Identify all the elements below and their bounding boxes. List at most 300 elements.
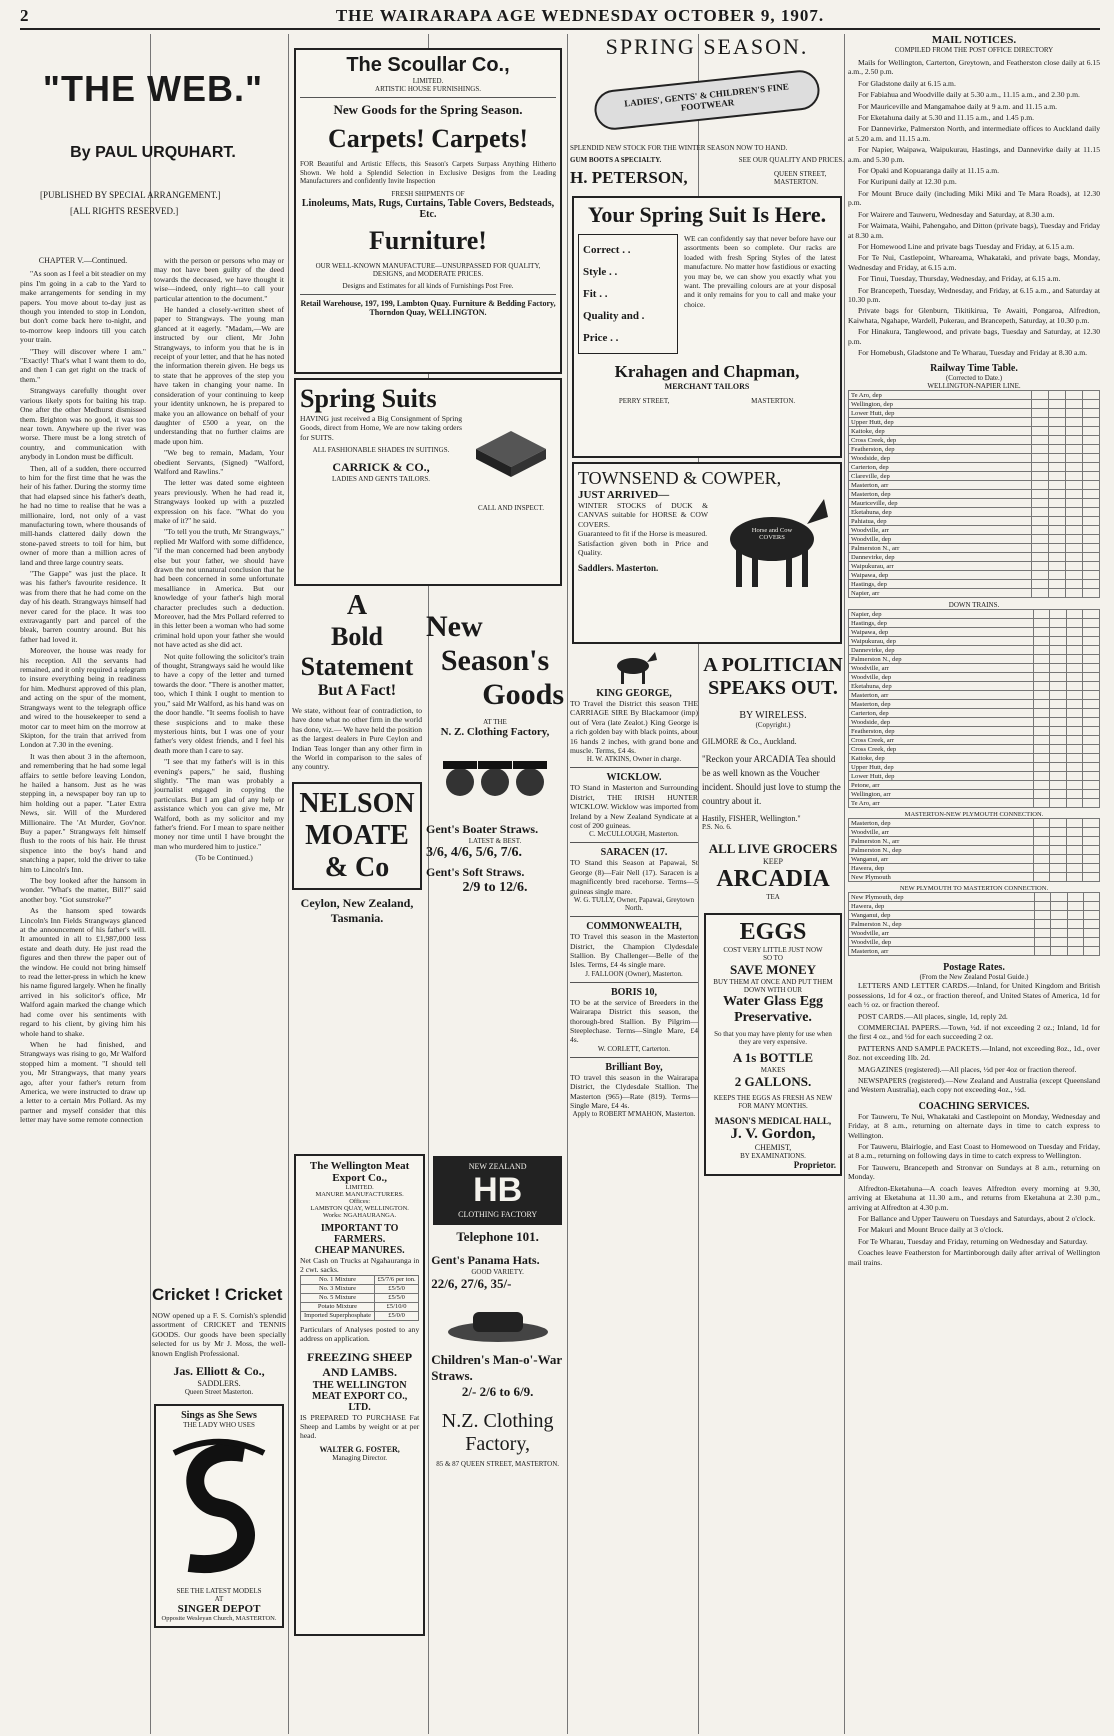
nzhb-top: NEW ZEALAND bbox=[468, 1162, 527, 1171]
time-cell bbox=[1051, 920, 1067, 929]
time-cell bbox=[1066, 727, 1083, 736]
ads-column-center bbox=[292, 34, 564, 1734]
time-cell bbox=[1066, 637, 1083, 646]
stallion-body: TO Stand in Masterton and Surrounding District, THE IRISH HUNTER WICKLOW. Wicklow was imported from Ireland by a New Zealand Syndicate at a cost of 200 guineas. bbox=[570, 783, 698, 831]
time-cell bbox=[1082, 517, 1099, 526]
time-cell bbox=[1031, 544, 1048, 553]
time-cell bbox=[1048, 553, 1065, 562]
bold-fact: But A Fact! bbox=[317, 682, 397, 699]
serial-byline: By PAUL URQUHART. bbox=[70, 144, 236, 161]
time-cell bbox=[1066, 837, 1083, 846]
time-cell bbox=[1048, 589, 1065, 598]
time-cell bbox=[1033, 664, 1050, 673]
time-cell bbox=[1050, 864, 1067, 873]
masthead-title: THE WAIRARAPA AGE WEDNESDAY OCTOBER 9, 1907. bbox=[335, 6, 825, 25]
time-cell bbox=[1048, 517, 1065, 526]
timetable-row bbox=[849, 929, 1100, 938]
timetable-row bbox=[849, 418, 1100, 427]
nzhb-telephone: Telephone 101. bbox=[456, 1229, 539, 1244]
serial-column-b bbox=[154, 256, 284, 1127]
timetable-row bbox=[849, 655, 1100, 664]
children-straw-title: Children's Man-o'-War Straws. bbox=[431, 1352, 562, 1383]
time-cell bbox=[1066, 664, 1083, 673]
station-name: Woodville, arr bbox=[849, 828, 1034, 837]
peterson-splendid: SPLENDID NEW STOCK FOR THE WINTER SEASON NOW TO HAND. bbox=[570, 144, 788, 152]
scoullar-body: FOR Beautiful and Artistic Effects, this Season's Carpets Surpass Anything Hitherto Shown. We hold a Splendid Selection in Exclusive Designs from the Leading Manufacturers and confidently Invite Inspection bbox=[300, 160, 556, 185]
timetable-row bbox=[849, 490, 1100, 499]
bold-origin: Ceylon, New Zealand, Tasmania. bbox=[300, 895, 414, 925]
station-name: Featherston, dep bbox=[849, 445, 1032, 454]
time-cell bbox=[1082, 553, 1099, 562]
time-cell bbox=[1065, 526, 1082, 535]
krahagen-ad bbox=[572, 196, 842, 458]
carrick-tag: LADIES AND GENTS TAILORS. bbox=[331, 475, 431, 484]
time-cell bbox=[1067, 929, 1083, 938]
ads-column-right bbox=[570, 34, 844, 1734]
timetable-row bbox=[849, 481, 1100, 490]
timetable-row bbox=[849, 409, 1100, 418]
station-name: Eketahuna, dep bbox=[849, 682, 1034, 691]
rail-title: Railway Time Table. bbox=[930, 363, 1018, 375]
time-cell bbox=[1065, 481, 1082, 490]
time-cell bbox=[1066, 799, 1083, 808]
timetable-row bbox=[849, 499, 1100, 508]
time-cell bbox=[1048, 400, 1065, 409]
manure-name: No. 5 Mixture bbox=[301, 1293, 375, 1302]
time-cell bbox=[1065, 535, 1082, 544]
time-cell bbox=[1082, 544, 1099, 553]
meat-limited: LIMITED. bbox=[345, 1184, 374, 1191]
boater-title: Gent's Boater Straws. bbox=[426, 822, 539, 836]
arcadia-brand: ARCADIA bbox=[716, 866, 830, 892]
eggs-cost: COST VERY LITTLE JUST NOW bbox=[723, 946, 823, 954]
time-cell bbox=[1082, 508, 1099, 517]
meat-analysis: Particulars of Analyses posted to any address on application. bbox=[300, 1324, 420, 1344]
station-name: Woodside, dep bbox=[849, 454, 1032, 463]
connection-title: MASTERTON-NEW PLYMOUTH CONNECTION. bbox=[904, 811, 1044, 819]
time-cell bbox=[1050, 781, 1067, 790]
time-cell bbox=[1051, 893, 1067, 902]
time-cell bbox=[1083, 837, 1100, 846]
time-cell bbox=[1033, 864, 1050, 873]
footwear-banner-icon bbox=[570, 60, 844, 140]
spring-season-title: SPRING SEASON. bbox=[605, 34, 809, 59]
timetable-row bbox=[849, 400, 1100, 409]
time-cell bbox=[1082, 580, 1099, 589]
time-cell bbox=[1067, 902, 1083, 911]
time-cell bbox=[1031, 526, 1048, 535]
serial-published-note: [PUBLISHED BY SPECIAL ARRANGEMENT.] bbox=[40, 190, 221, 200]
singer-at: AT bbox=[214, 1595, 224, 1604]
station-name: Cross Creek, arr bbox=[849, 736, 1034, 745]
time-cell bbox=[1066, 646, 1083, 655]
serial-paragraph: Then, all of a sudden, there occurred to him for the first time that he was the heir of his father. During the stormy time that had elapsed since his father's death, he had no time to realise that he was a millionaire, lord, not only of a vast manufacturing town, where thousands of mill-hands clattered daily down the stone-paved streets to toil for him, but owner of more than a million acres of land and three large country seats. bbox=[20, 463, 146, 567]
eggs-makes: MAKES bbox=[760, 1066, 786, 1074]
serial-paragraph: "I see that my father's will is in this evening's papers," he said, flushing slightly. "The man was probably a journalist engaged in copying the particulars. But I am glad of any help or assistance which you can give me, Mr Walford, both as my solicitor and my father's friend. For I mean to spare neither money nor time until I have brought the man who murdered him to justice." bbox=[154, 757, 284, 851]
time-cell bbox=[1033, 846, 1050, 855]
timetable-row bbox=[849, 463, 1100, 472]
station-name: Wellington, arr bbox=[849, 790, 1034, 799]
time-cell bbox=[1083, 664, 1100, 673]
table-row bbox=[301, 1293, 419, 1302]
time-cell bbox=[1082, 445, 1099, 454]
postage-sub: (From the New Zealand Postal Guide.) bbox=[919, 973, 1029, 982]
time-cell bbox=[1083, 864, 1100, 873]
time-cell bbox=[1065, 571, 1082, 580]
time-cell bbox=[1033, 855, 1050, 864]
time-cell bbox=[1066, 718, 1083, 727]
timetable-row bbox=[849, 920, 1100, 929]
meat-signed: WALTER G. FOSTER, bbox=[319, 1444, 400, 1454]
gordon-proprietor: Proprietor. bbox=[793, 1160, 836, 1170]
timetable-row bbox=[849, 637, 1100, 646]
timetable-row bbox=[849, 589, 1100, 598]
time-cell bbox=[1083, 828, 1100, 837]
stallion-name: Brilliant Boy, bbox=[605, 1061, 663, 1073]
meat-firm: The Wellington Meat Export Co., bbox=[309, 1160, 410, 1184]
townsend-arrived: JUST ARRIVED— bbox=[578, 489, 670, 501]
station-name: Cross Creek, dep bbox=[849, 745, 1034, 754]
nzhb-logo bbox=[433, 1156, 562, 1225]
mail-item: For Brancepeth, Tuesday, Wednesday, and Friday, at 6.15 a.m., and Saturday at 10.30 p.m. bbox=[848, 285, 1100, 304]
time-cell bbox=[1083, 772, 1100, 781]
time-cell bbox=[1050, 763, 1067, 772]
postage-item: COMMERCIAL PAPERS.—Town, ½d. if not exceeding 2 oz.; Inland, 1d for the first 4 oz., and ½d for each succeeding 2 oz. bbox=[848, 1023, 1100, 1042]
time-cell bbox=[1050, 682, 1067, 691]
time-cell bbox=[1083, 610, 1100, 619]
time-cell bbox=[1033, 655, 1050, 664]
krahagen-street: PERRY STREET, bbox=[618, 397, 670, 405]
mail-item: For Fabiahua and Woodville daily at 5.30 a.m., 11.15 a.m., and 2.30 p.m. bbox=[858, 90, 1080, 100]
station-name: Lower Hutt, dep bbox=[849, 772, 1034, 781]
time-cell bbox=[1082, 391, 1099, 400]
townsend-guarantee: Guaranteed to fit if the Horse is measured. bbox=[578, 529, 708, 539]
politician-copyright: (Copyright.) bbox=[755, 721, 791, 729]
timetable-row bbox=[849, 673, 1100, 682]
time-cell bbox=[1082, 472, 1099, 481]
time-cell bbox=[1083, 691, 1100, 700]
time-cell bbox=[1033, 790, 1050, 799]
time-cell bbox=[1050, 718, 1067, 727]
medical-hall: MASON'S MEDICAL HALL, bbox=[714, 1116, 832, 1126]
new-season-factory: N. Z. Clothing Factory, bbox=[440, 726, 550, 738]
time-cell bbox=[1066, 790, 1083, 799]
time-cell bbox=[1082, 418, 1099, 427]
stallion-name: BORIS 10, bbox=[610, 986, 658, 998]
postage-title: Postage Rates. bbox=[943, 962, 1005, 974]
coach-item: For Tauweru, Blairlogie, and East Coast to Homewood on Tuesday and Friday, at 8 a.m., returning on following days in time to catch express to Wellington. bbox=[848, 1142, 1100, 1161]
time-cell bbox=[1050, 846, 1067, 855]
checklist-item: Correct . . bbox=[583, 244, 631, 256]
time-cell bbox=[1066, 610, 1083, 619]
time-cell bbox=[1083, 799, 1100, 808]
timetable-row bbox=[849, 553, 1100, 562]
page-number: 2 bbox=[20, 6, 30, 25]
scoullar-address: Retail Warehouse, 197, 199, Lambton Quay. Furniture & Bedding Factory, Thorndon Quay, WELLINGTON. bbox=[300, 298, 556, 317]
checklist-item: Price . . bbox=[583, 332, 619, 344]
time-cell bbox=[1050, 673, 1067, 682]
station-name: Te Aro, arr bbox=[849, 799, 1034, 808]
timetable-row bbox=[849, 619, 1100, 628]
serial-paragraph: "The Gappe" was just the place. It was his father's favourite residence. It was from there that he had come on the day of his death. Strangways himself had never cared for the place. It was too extravagantly part and parcel of the bleak, barren country around. But his father had loved it. bbox=[20, 569, 146, 644]
postage-item: POST CARDS.—All places, single, 1d, reply 2d. bbox=[858, 1011, 1008, 1021]
station-name: Palmerston N., arr bbox=[849, 544, 1032, 553]
spring-suits-body: HAVING just received a Big Consignment of Spring Goods, direct from Home, We are now taking orders for SUITS. bbox=[300, 414, 462, 442]
elliott-street: Queen Street Masterton. bbox=[184, 1388, 254, 1397]
column-rule bbox=[844, 34, 845, 1734]
time-cell bbox=[1065, 427, 1082, 436]
time-cell bbox=[1065, 391, 1082, 400]
time-cell bbox=[1033, 745, 1050, 754]
time-cell bbox=[1082, 463, 1099, 472]
nzhb-bottom: CLOTHING FACTORY bbox=[458, 1210, 538, 1219]
station-name: Hastings, dep bbox=[849, 619, 1034, 628]
scoullar-name: The Scoullar Co., bbox=[346, 54, 510, 76]
krahagen-title: Your Spring Suit Is Here. bbox=[587, 202, 827, 227]
mail-item: For Tinui, Tuesday, Thursday, Wednesday, and Friday, at 6.15 a.m. bbox=[858, 274, 1061, 284]
timetable-row bbox=[849, 873, 1100, 882]
time-cell bbox=[1033, 772, 1050, 781]
timetable-row bbox=[849, 562, 1100, 571]
timetable-row bbox=[849, 508, 1100, 517]
timetable-row bbox=[849, 646, 1100, 655]
time-cell bbox=[1033, 828, 1050, 837]
horse-cover-label: Horse and Cow COVERS bbox=[751, 527, 793, 541]
station-name: Hastings, dep bbox=[849, 580, 1032, 589]
station-name: Hawera, dep bbox=[849, 902, 1035, 911]
station-name: Woodville, dep bbox=[849, 535, 1032, 544]
down-title: DOWN TRAINS. bbox=[948, 601, 1000, 610]
serial-paragraph: "To tell you the truth, Mr Strangways," replied Mr Walford with some diffidence, "if the man concerned had been anybody else but your father, we should have drawn the not unnatural conclusion that he had been concerned in some unfortunate mesalliance in America. But our knowledge of your father's high moral character precludes such a deduction. Moreover, had the Mrs Pollard referred to in this letter been a woman who had some criminal hold upon your father she would not have acted as she did act. bbox=[154, 527, 284, 650]
panama-variety: GOOD VARIETY. bbox=[471, 1268, 524, 1276]
meat-firm2: THE WELLINGTON MEAT EXPORT CO., LTD. bbox=[312, 1379, 408, 1413]
time-cell bbox=[1083, 819, 1100, 828]
timetable-row bbox=[849, 846, 1100, 855]
postage-item: MAGAZINES (registered).—All places, ½d per 4oz or fraction thereof. bbox=[858, 1064, 1077, 1074]
serial-paragraph: with the person or persons who may or may not have been guilty of the deed towards the deceased, we have thought it wise—indeed, only right—to call your particular attention to the document." bbox=[154, 256, 284, 303]
time-cell bbox=[1048, 472, 1065, 481]
time-cell bbox=[1048, 454, 1065, 463]
time-cell bbox=[1033, 873, 1050, 882]
townsend-saddlers: Saddlers. Masterton. bbox=[578, 563, 659, 574]
time-cell bbox=[1065, 418, 1082, 427]
station-name: Woodville, dep bbox=[849, 938, 1035, 947]
time-cell bbox=[1050, 745, 1067, 754]
time-cell bbox=[1066, 700, 1083, 709]
station-name: Masterton, dep bbox=[849, 700, 1034, 709]
meat-body2: IS PREPARED TO PURCHASE Fat Sheep and Lambs by weight or at per head. bbox=[300, 1412, 420, 1441]
station-name: Carterton, dep bbox=[849, 709, 1034, 718]
singer-see: SEE THE LATEST MODELS bbox=[176, 1587, 262, 1596]
mail-item: Private bags for Glenburn, Tikitikirua, Te Awaiti, Pongaroa, Alfredton, Kaiwhata, Ngahape, Wardell, Pukerau, and Brancepeth, Saturday, at 10.30 p.m. bbox=[848, 306, 1100, 325]
politician-ps: P.S. No. 6. bbox=[702, 823, 732, 831]
time-cell bbox=[1067, 947, 1083, 956]
station-name: Waipawa, dep bbox=[849, 628, 1034, 637]
time-cell bbox=[1031, 580, 1048, 589]
timetable-row bbox=[849, 837, 1100, 846]
stallion-owner: Apply to ROBERT M'MAHON, Masterton. bbox=[572, 1110, 696, 1119]
mail-item: For Hinakura, Tanglewood, and private bags, Tuesday and Saturday, at 12.30 p.m. bbox=[848, 327, 1100, 346]
spring-suits-shades: ALL FASHIONABLE SHADES IN SUITINGS. bbox=[312, 446, 450, 455]
station-name: Featherston, dep bbox=[849, 727, 1034, 736]
timetable-row bbox=[849, 682, 1100, 691]
time-cell bbox=[1066, 655, 1083, 664]
station-name: Masterton, arr bbox=[849, 947, 1035, 956]
time-cell bbox=[1050, 754, 1067, 763]
timetable-row bbox=[849, 763, 1100, 772]
mail-item: For Mount Bruce daily (including Miki Miki and Te Mara Roads), at 12.30 p.m. bbox=[848, 188, 1100, 208]
meat-works: Works: NGAHAURANGA. bbox=[323, 1212, 397, 1219]
scoullar-season: New Goods for the Spring Season. bbox=[333, 102, 523, 117]
connection2-table bbox=[848, 892, 1100, 956]
manure-price-table bbox=[300, 1275, 419, 1321]
serial-paragraph: The boy looked after the hansom in wonder. "What's the matter, Bill?" said another boy. "Got sunstroke?" bbox=[20, 876, 146, 904]
station-name: Wanganui, dep bbox=[849, 911, 1035, 920]
townsend-name: TOWNSEND & COWPER, bbox=[578, 468, 782, 488]
footwear-banner: LADIES', GENTS' & CHILDREN'S FINE FOOTWEAR bbox=[593, 68, 822, 131]
cricket-singer-column bbox=[152, 1285, 286, 1725]
station-name: New Plymouth bbox=[849, 873, 1034, 882]
krahagen-body: WE can confidently say that never before have our assortments been so complete. Our racks are loaded with fresh Spring Styles of the latest manufacture. No matter how fastidious or exacting you may be, we can show you exactly what you want. The prevailing colours are at your disposal and it only remains for you to call and make your choice. bbox=[684, 234, 836, 309]
townsend-body: WINTER STOCKS of DUCK & CANVAS suitable for HORSE & COW COVERS. bbox=[578, 501, 708, 529]
serial-paragraph: Strangways carefully thought over various likely spots for baiting his trap. One after the other Medhurst dismissed them. Brighton was no good, it was too near town. Anywhere up the river was worse. There must be a long stretch of country, and communication with anybody in London must be difficult. bbox=[20, 386, 146, 462]
coach-list bbox=[848, 1112, 1100, 1267]
meat-manure: MANURE MANUFACTURERS. bbox=[315, 1191, 404, 1198]
mail-item: For Wairere and Tauweru, Wednesday and Saturday, at 8.30 a.m. bbox=[858, 209, 1055, 219]
time-cell bbox=[1033, 610, 1050, 619]
time-cell bbox=[1083, 938, 1099, 947]
time-cell bbox=[1066, 736, 1083, 745]
station-name: Palmerston N., arr bbox=[849, 837, 1034, 846]
straw-hat-icon bbox=[431, 1296, 564, 1352]
politician-body: "Reckon your ARCADIA Tea should be as well known as the Voucher incident. Should just love to stump the country about it. bbox=[702, 754, 841, 806]
soft-straw-title: Gent's Soft Straws. bbox=[426, 865, 525, 879]
time-cell bbox=[1083, 655, 1100, 664]
scoullar-ad bbox=[294, 48, 562, 374]
timetable-row bbox=[849, 911, 1100, 920]
time-cell bbox=[1066, 819, 1083, 828]
timetable-row bbox=[849, 691, 1100, 700]
scoullar-manufacture: OUR WELL-KNOWN MANUFACTURE—UNSURPASSED FOR QUALITY, DESIGNS, and MODERATE PRICES. bbox=[315, 261, 541, 278]
timetable-row bbox=[849, 472, 1100, 481]
peterson-gum: GUM BOOTS A SPECIALTY. bbox=[570, 156, 662, 164]
time-cell bbox=[1065, 553, 1082, 562]
mail-item: For Gladstone daily at 6.15 a.m. bbox=[858, 78, 956, 88]
station-name: Clareville, dep bbox=[849, 472, 1032, 481]
mail-item: For Eketahuna daily at 5.30 and 11.15 a.m., and 1.45 p.m. bbox=[858, 113, 1035, 123]
timetable-row bbox=[849, 526, 1100, 535]
time-cell bbox=[1050, 772, 1067, 781]
table-row bbox=[301, 1275, 419, 1284]
elliott-trade: SADDLERS. bbox=[197, 1379, 241, 1389]
time-cell bbox=[1048, 490, 1065, 499]
politician-sign: Hastily, FISHER, Wellington." bbox=[702, 814, 801, 823]
stallion-name: KING GEORGE, bbox=[596, 688, 672, 699]
time-cell bbox=[1083, 902, 1099, 911]
time-cell bbox=[1048, 571, 1065, 580]
clothing-factory-ad bbox=[431, 1150, 564, 1640]
time-cell bbox=[1031, 463, 1048, 472]
meat-freezing: FREEZING SHEEP AND LAMBS. bbox=[307, 1349, 413, 1379]
singer-location: Opposite Wesleyan Church, MASTERTON. bbox=[161, 1615, 277, 1623]
time-cell bbox=[1048, 526, 1065, 535]
time-cell bbox=[1083, 846, 1100, 855]
up-trains-table bbox=[848, 390, 1100, 598]
mail-item: For Mauriceville and Mangamahoe daily at 9 a.m. and 11.15 a.m. bbox=[858, 101, 1057, 111]
station-name: Masterton, arr bbox=[849, 481, 1032, 490]
timetable-row bbox=[849, 819, 1100, 828]
time-cell bbox=[1083, 682, 1100, 691]
postage-list bbox=[848, 981, 1100, 1094]
time-cell bbox=[1067, 893, 1083, 902]
politician-by: BY WIRELESS. bbox=[739, 710, 807, 721]
singer-depot: SINGER DEPOT bbox=[177, 1603, 261, 1616]
time-cell bbox=[1031, 418, 1048, 427]
coach-item: For Makuri and Mount Bruce daily at 3 o'clock. bbox=[858, 1225, 1004, 1235]
time-cell bbox=[1083, 718, 1100, 727]
time-cell bbox=[1065, 499, 1082, 508]
time-cell bbox=[1083, 709, 1100, 718]
timetable-row bbox=[849, 772, 1100, 781]
station-name: Wanganui, arr bbox=[849, 855, 1034, 864]
station-name: Palmerston N., dep bbox=[849, 655, 1034, 664]
time-cell bbox=[1033, 709, 1050, 718]
eggs-so: SO TO bbox=[763, 954, 783, 962]
nz-clothing-address: 85 & 87 QUEEN STREET, MASTERTON. bbox=[436, 1460, 560, 1468]
time-cell bbox=[1065, 472, 1082, 481]
serial-paragraph: "They will discover where I am." "Exactly! That's what I want them to do, and then I can get right on the track of them." bbox=[20, 346, 146, 384]
time-cell bbox=[1035, 938, 1051, 947]
time-cell bbox=[1050, 709, 1067, 718]
to-be-continued: (To be Continued.) bbox=[195, 853, 253, 863]
three-men-illustration-icon bbox=[426, 742, 564, 822]
time-cell bbox=[1048, 508, 1065, 517]
time-cell bbox=[1066, 691, 1083, 700]
station-name: Hawera, dep bbox=[849, 864, 1034, 873]
timetable-row bbox=[849, 427, 1100, 436]
mail-item: For Dannevirke, Palmerston North, and intermediate offices to Auckland daily at 5.20 a.m. and 11.15 a.m. bbox=[848, 124, 1100, 143]
time-cell bbox=[1031, 400, 1048, 409]
serial-paragraph: Not quite following the solicitor's train of thought, Strangways said he would like to have a copy of the letter and turned towards the door. "There is another matter, too, which I think I ought to mention to you," said Mr Walford, as his hand was on the door handle. "It seems foolish to have these suspicions and to make these mysterious hints, but I was one of your father's very oldest friends, and I feel his death more than I care to say. bbox=[154, 651, 284, 755]
singer-tag: Sings as She Sews bbox=[181, 1410, 257, 1422]
station-name: Pahiatua, dep bbox=[849, 517, 1032, 526]
krahagen-role: MERCHANT TAILORS bbox=[664, 382, 750, 391]
station-name: Wellington, dep bbox=[849, 400, 1032, 409]
time-cell bbox=[1050, 646, 1067, 655]
meat-office-address: LAMBTON QUAY, WELLINGTON. bbox=[310, 1205, 409, 1212]
station-name: Palmerston N., dep bbox=[849, 846, 1034, 855]
time-cell bbox=[1066, 673, 1083, 682]
timetable-row bbox=[849, 893, 1100, 902]
checklist-item: Style . . bbox=[583, 266, 618, 278]
mail-item: Mails for Wellington, Carterton, Greytown, and Featherston close daily at 6.15 a.m., 2.50 p.m. bbox=[848, 58, 1100, 77]
eggs-ad bbox=[704, 913, 842, 1176]
time-cell bbox=[1065, 517, 1082, 526]
station-name: Petone, arr bbox=[849, 781, 1034, 790]
time-cell bbox=[1065, 454, 1082, 463]
panama-title: Gent's Panama Hats. bbox=[431, 1253, 540, 1267]
manure-price: £5/7/6 per ton. bbox=[374, 1275, 418, 1284]
carrick-name: CARRICK & CO., bbox=[332, 460, 430, 475]
time-cell bbox=[1065, 562, 1082, 571]
time-cell bbox=[1031, 499, 1048, 508]
time-cell bbox=[1066, 864, 1083, 873]
station-name: Te Aro, dep bbox=[849, 391, 1032, 400]
time-cell bbox=[1083, 619, 1100, 628]
time-cell bbox=[1048, 544, 1065, 553]
new-season-at: AT THE bbox=[483, 718, 507, 726]
station-name: Napier, arr bbox=[849, 589, 1032, 598]
